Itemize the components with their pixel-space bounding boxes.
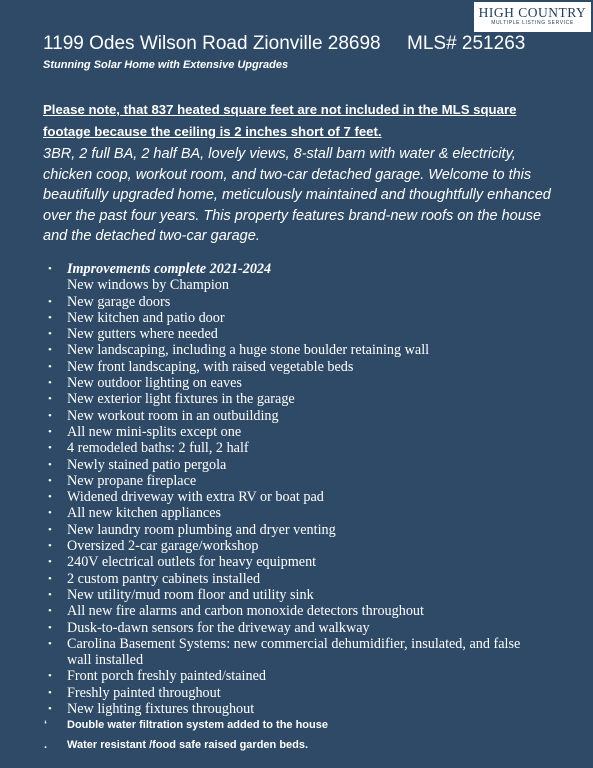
- bullet-icon: •: [48, 491, 52, 504]
- listing-address-headline: 1199 Odes Wilson Road Zionville 28698 MLS# 251263: [43, 33, 526, 54]
- improvements-list: [0, 261, 593, 717]
- bullet-icon: •: [48, 703, 52, 716]
- list-item: [0, 391, 593, 407]
- list-item: [0, 326, 593, 342]
- bullet-icon: •: [48, 556, 52, 569]
- bullet-icon: •: [48, 474, 52, 487]
- list-item-text: 240V electrical outlets for heavy equipment: [67, 554, 317, 571]
- list-item: [0, 685, 593, 701]
- improvements-heading-item: [0, 261, 593, 294]
- bullet-icon: •: [48, 295, 52, 308]
- list-item-text: 4 remodeled baths: 2 full, 2 half: [67, 440, 249, 457]
- bullet-icon: •: [48, 523, 52, 536]
- list-item-text: 2 custom pantry cabinets installed: [67, 570, 261, 587]
- list-item-text: New laundry room plumbing and dryer venting: [67, 521, 336, 538]
- list-item: [0, 538, 593, 554]
- list-item-text: New windows by Champion: [67, 277, 229, 294]
- bullet-icon: •: [48, 328, 52, 341]
- bullet-icon: •: [48, 540, 52, 553]
- extra-feature-text: Water resistant /food safe raised garden beds.: [67, 739, 309, 751]
- extra-feature-text: Double water filtration system added to the house: [67, 719, 328, 731]
- bullet-icon: •: [48, 344, 52, 357]
- list-item: [0, 522, 593, 538]
- list-item: [0, 505, 593, 521]
- list-item-text: New kitchen and patio door: [67, 309, 225, 326]
- list-item: [0, 554, 593, 570]
- logo-main-text: HIGH COUNTRY: [478, 5, 587, 20]
- bullet-icon: •: [48, 442, 52, 455]
- list-item-text: Oversized 2-car garage/workshop: [67, 538, 259, 555]
- list-item: [0, 424, 593, 440]
- list-item: [0, 294, 593, 310]
- list-item: [0, 587, 593, 603]
- list-item: [0, 571, 593, 587]
- bullet-icon: •: [48, 360, 52, 373]
- list-item-text: New outdoor lighting on eaves: [67, 375, 242, 392]
- list-item-text: New utility/mud room floor and utility sink: [67, 586, 314, 603]
- list-item-text: New exterior light fixtures in the garage: [67, 391, 295, 408]
- logo-sub-text: MULTIPLE LISTING SERVICE: [491, 20, 574, 26]
- bullet-icon: •: [48, 311, 52, 324]
- list-item: [0, 408, 593, 424]
- extra-bullet-mark: ‘: [44, 719, 48, 731]
- square-footage-notice: Please note, that 837 heated square feet are not included in the MLS square footage because the ceiling is 2 inches short of 7 feet.: [43, 102, 517, 139]
- list-item: [0, 603, 593, 619]
- bullet-icon: •: [48, 425, 52, 438]
- bullet-icon: •: [48, 670, 52, 683]
- list-item: [0, 636, 593, 669]
- bullet-icon: •: [48, 458, 52, 471]
- list-item-text: New workout room in an outbuilding: [67, 407, 279, 424]
- list-item: [0, 359, 593, 375]
- list-item-text: All new fire alarms and carbon monoxide detectors throughout: [67, 603, 424, 620]
- bullet-icon: •: [48, 409, 52, 422]
- bullet-icon: •: [48, 637, 52, 650]
- bullet-icon: •: [48, 588, 52, 601]
- list-item: [0, 473, 593, 489]
- list-item: [0, 342, 593, 358]
- list-item-text: Freshly painted throughout: [67, 684, 221, 701]
- bullet-icon: •: [48, 377, 52, 390]
- list-item: [0, 310, 593, 326]
- list-item: [0, 375, 593, 391]
- list-item: [0, 440, 593, 456]
- list-item-text: All new kitchen appliances: [67, 505, 222, 522]
- list-item: [0, 668, 593, 684]
- list-item: [0, 620, 593, 636]
- list-item-text: New landscaping, including a huge stone boulder retaining wall: [67, 342, 430, 359]
- list-item-text: New garage doors: [67, 293, 171, 310]
- bullet-icon: •: [48, 263, 52, 275]
- list-item-text: New front landscaping, with raised vegetable beds: [67, 358, 354, 375]
- list-item-text: New lighting fixtures throughout: [67, 701, 255, 718]
- list-item-text: Newly stained patio pergola: [67, 456, 227, 473]
- improvements-heading: Improvements complete 2021-2024: [67, 261, 272, 277]
- bullet-icon: •: [48, 393, 52, 406]
- high-country-mls-logo: [474, 2, 591, 32]
- listing-tagline: Stunning Solar Home with Extensive Upgrades: [43, 59, 289, 71]
- list-item: [0, 701, 593, 717]
- list-item-text: All new mini-splits except one: [67, 423, 242, 440]
- bullet-icon: •: [48, 507, 52, 520]
- list-item: [0, 489, 593, 505]
- bullet-icon: •: [48, 572, 52, 585]
- list-item-text: New propane fireplace: [67, 472, 197, 489]
- list-item-text: Front porch freshly painted/stained: [67, 668, 266, 685]
- property-description: 3BR, 2 full BA, 2 half BA, lovely views, 8-stall barn with water & electricity, chicken coop, workout room, and two-car detached garage. Welcome to this beautifully upgraded home, meticulously maintained and thoughtfully enhanced over the past four years. This property features brand-new roofs on the house and the detached two-car garage.: [43, 146, 551, 244]
- bullet-icon: •: [48, 605, 52, 618]
- bullet-icon: •: [48, 621, 52, 634]
- extra-bullet-mark: .: [44, 739, 48, 751]
- list-item: [0, 457, 593, 473]
- bullet-icon: •: [48, 686, 52, 699]
- list-item-text: New gutters where needed: [67, 326, 218, 343]
- list-item-text: Widened driveway with extra RV or boat pad: [67, 489, 324, 506]
- list-item-text: Carolina Basement Systems: new commercial dehumidifier, insulated, and false wall installed: [67, 635, 521, 669]
- list-item-text: Dusk-to-dawn sensors for the driveway and walkway: [67, 619, 370, 636]
